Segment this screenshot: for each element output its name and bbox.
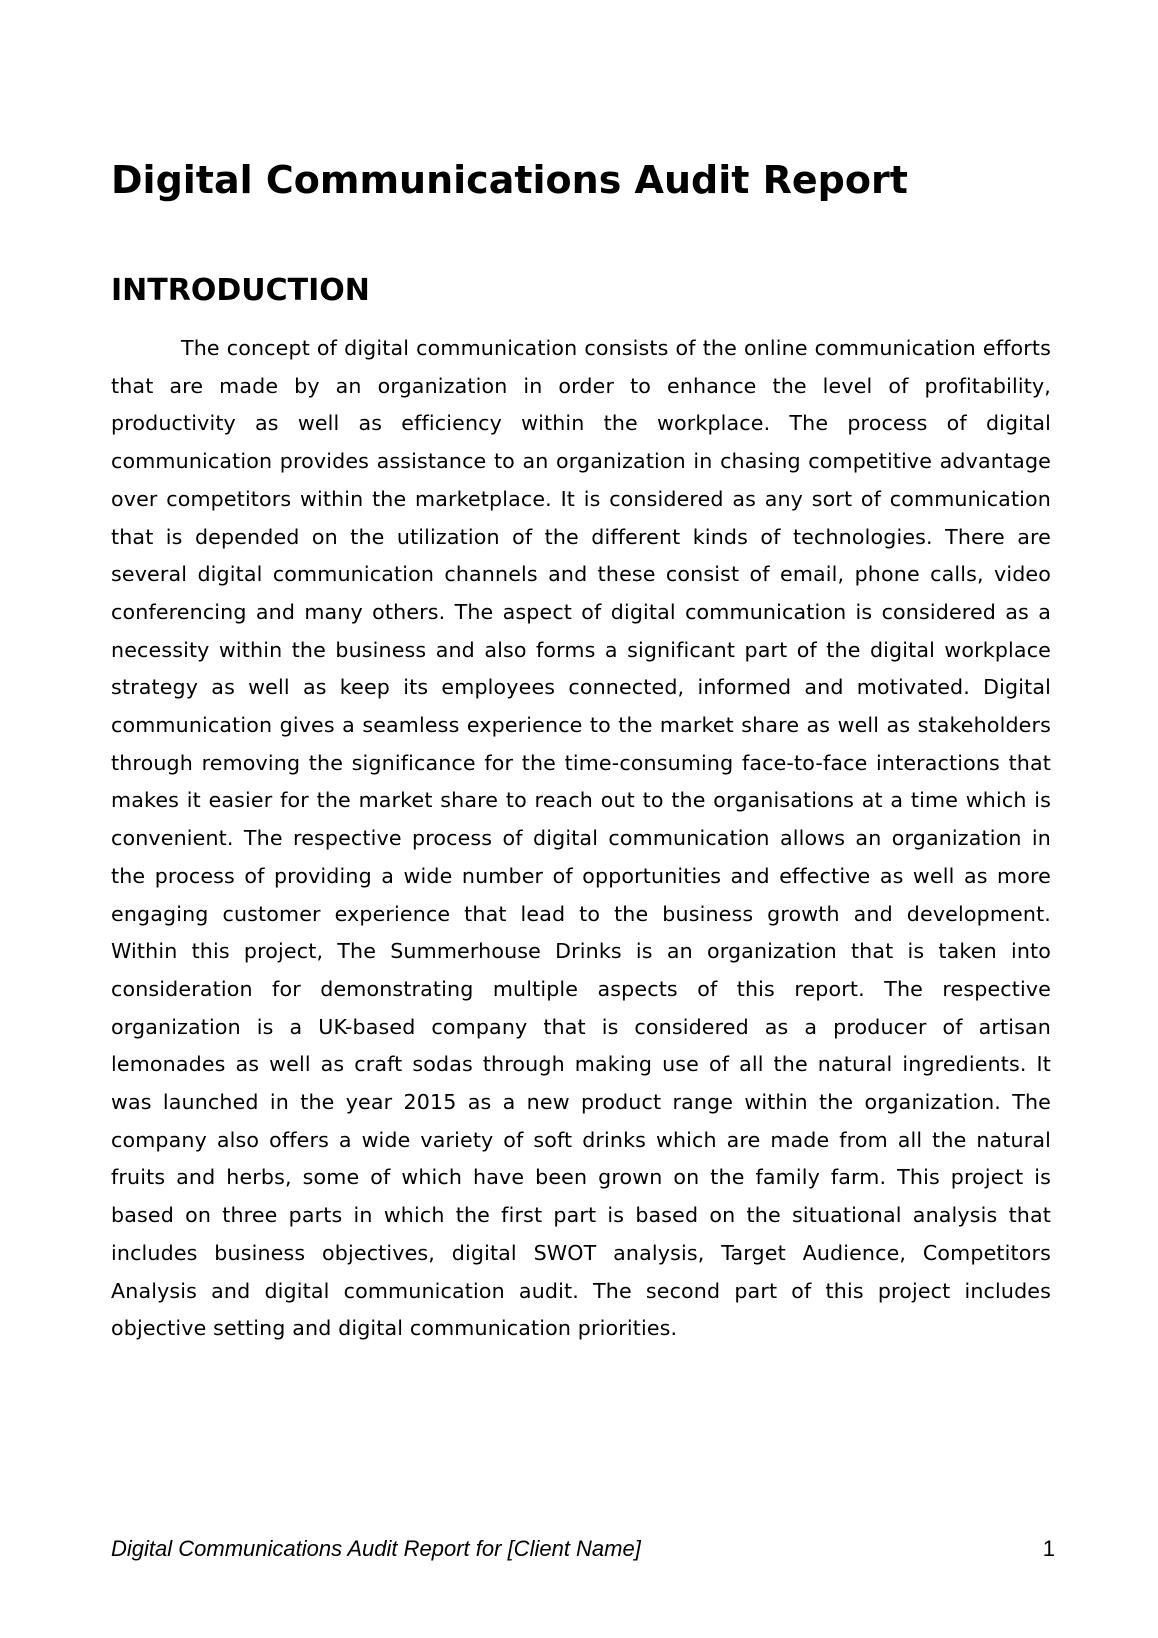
section-heading-introduction: INTRODUCTION [111,273,370,308]
footer-title: Digital Communications Audit Report for [Client Name] [111,1536,641,1561]
document-title: Digital Communications Audit Report [111,158,908,202]
introduction-paragraph: The concept of digital communication consists of the online communication efforts that are made by an organization in order to enhance the level of profitability, productivity as well as efficiency within the workplace. The process of digital communication provides assistance to an organization in chasing competitive advantage over competitors within the marketplace. It is considered as any sort of communication that is depended on the utilization of the different kinds of technologies. There are several digital communication channels and these consist of email, phone calls, video conferencing and many others. The aspect of digital communication is considered as a necessity within the business and also forms a significant part of the digital workplace strategy as well as keep its employees connected, informed and motivated. Digital communication gives a seamless experience to the market share as well as stakeholders through removing the significance for the time-consuming face-to-face interactions that makes it easier for the market share to reach out to the organisations at a time which is convenient. The respective process of digital communication allows an organization in the process of providing a wide number of opportunities and effective as well as more engaging customer experience that lead to the business growth and development. Within this project, The Summerhouse Drinks is an organization that is taken into consideration for demonstrating multiple aspects of this report. The respective organization is a UK-based company that is considered as a producer of artisan lemonades as well as craft sodas through making use of all the natural ingredients. It was launched in the year 2015 as a new product range within the organization. The company also offers a wide variety of soft drinks which are made from all the natural fruits and herbs, some of which have been grown on the family farm. This project is based on three parts in which the first part is based on the situational analysis that includes business objectives, digital SWOT analysis, Target Audience, Competitors Analysis and digital communication audit. The second part of this project includes objective setting and digital communication priorities. [111,336,1051,1341]
page-number: 1 [1042,1536,1055,1561]
